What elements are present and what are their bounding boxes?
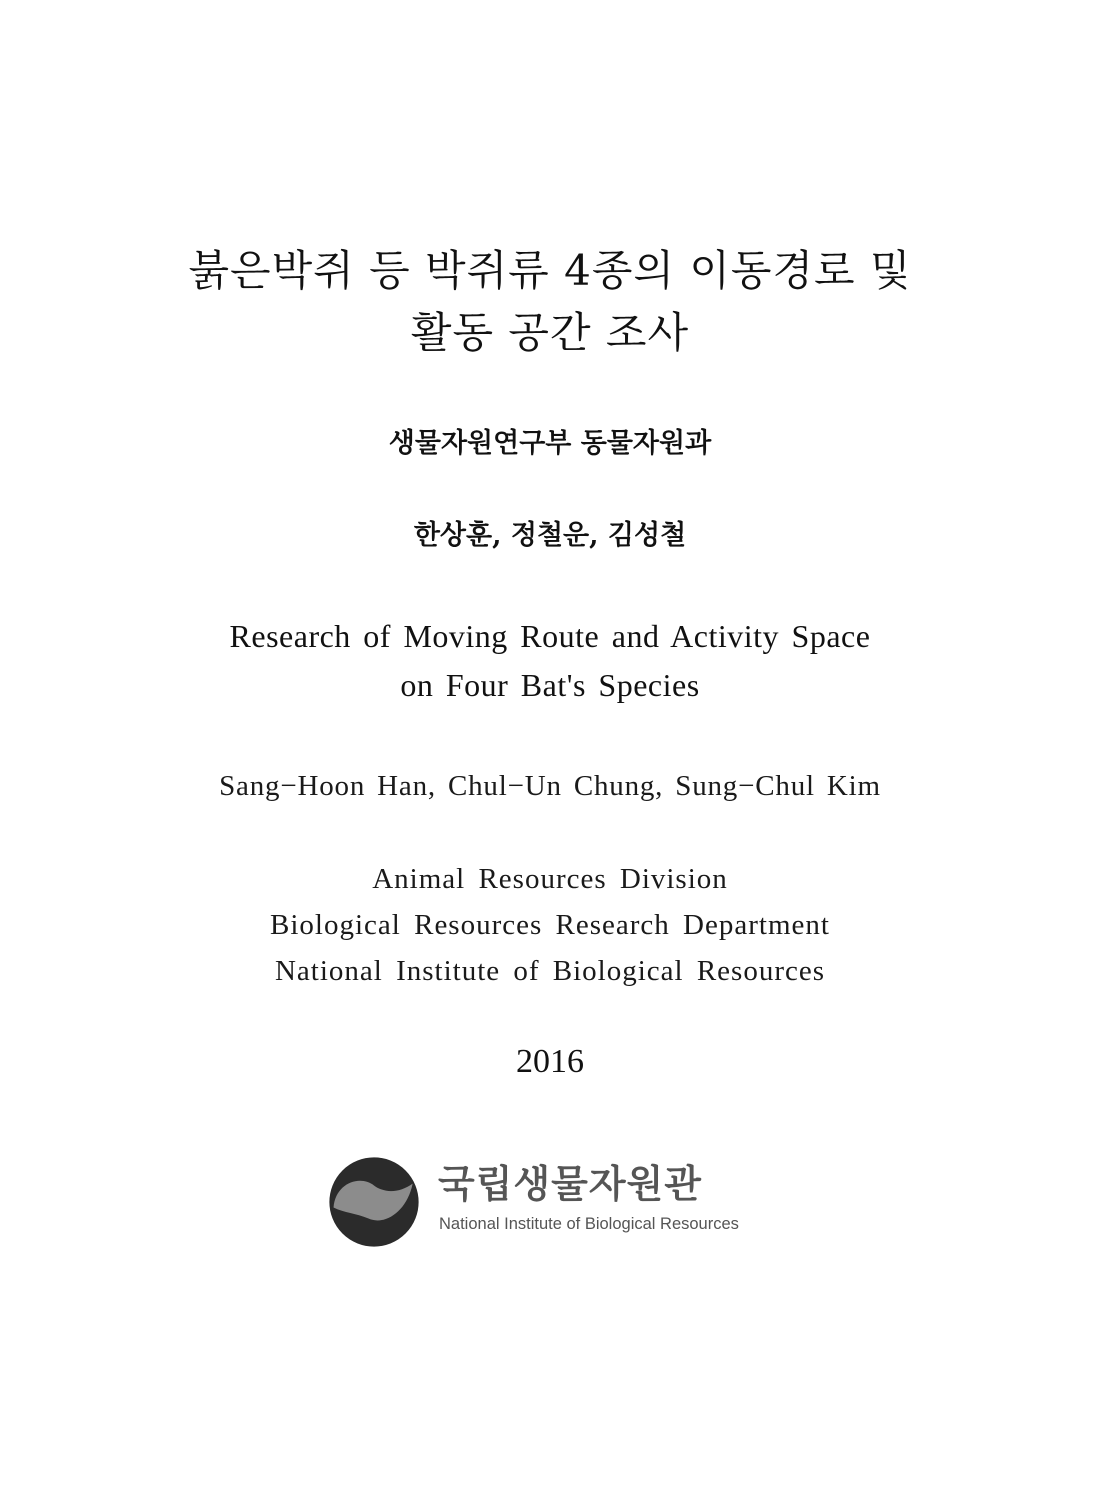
- title-english-line-1: Research of Moving Route and Activity Space: [229, 618, 871, 654]
- publication-year: 2016: [516, 1043, 584, 1080]
- title-english-line-2: on Four Bat's Species: [400, 667, 700, 703]
- authors-english: Sang−Hoon Han, Chul−Un Chung, Sung−Chul Kim: [219, 770, 881, 802]
- institute-name-english: National Institute of Biological Resources: [439, 1215, 739, 1233]
- taegeuk-emblem-icon: [328, 1156, 420, 1248]
- institute-name-korean: 국립생물자원관: [438, 1162, 702, 1206]
- institute-logo: [328, 1154, 788, 1250]
- authors-korean: 한상훈, 정철운, 김성철: [413, 520, 687, 551]
- affiliation-institute: National Institute of Biological Resources: [274, 955, 826, 987]
- affiliation-division: Animal Resources Division: [372, 863, 728, 895]
- title-korean-line-2: 활동 공간 조사: [410, 308, 690, 357]
- affiliation-department: Biological Resources Research Department: [270, 909, 830, 941]
- department-korean: 생물자원연구부 동물자원과: [388, 428, 712, 459]
- report-title-korean: [0, 240, 1100, 364]
- title-korean-line-1: 붉은박쥐 등 박쥐류 4종의 이동경로 및: [188, 246, 912, 295]
- affiliation-block: [0, 856, 1100, 994]
- report-title-english: [0, 612, 1100, 710]
